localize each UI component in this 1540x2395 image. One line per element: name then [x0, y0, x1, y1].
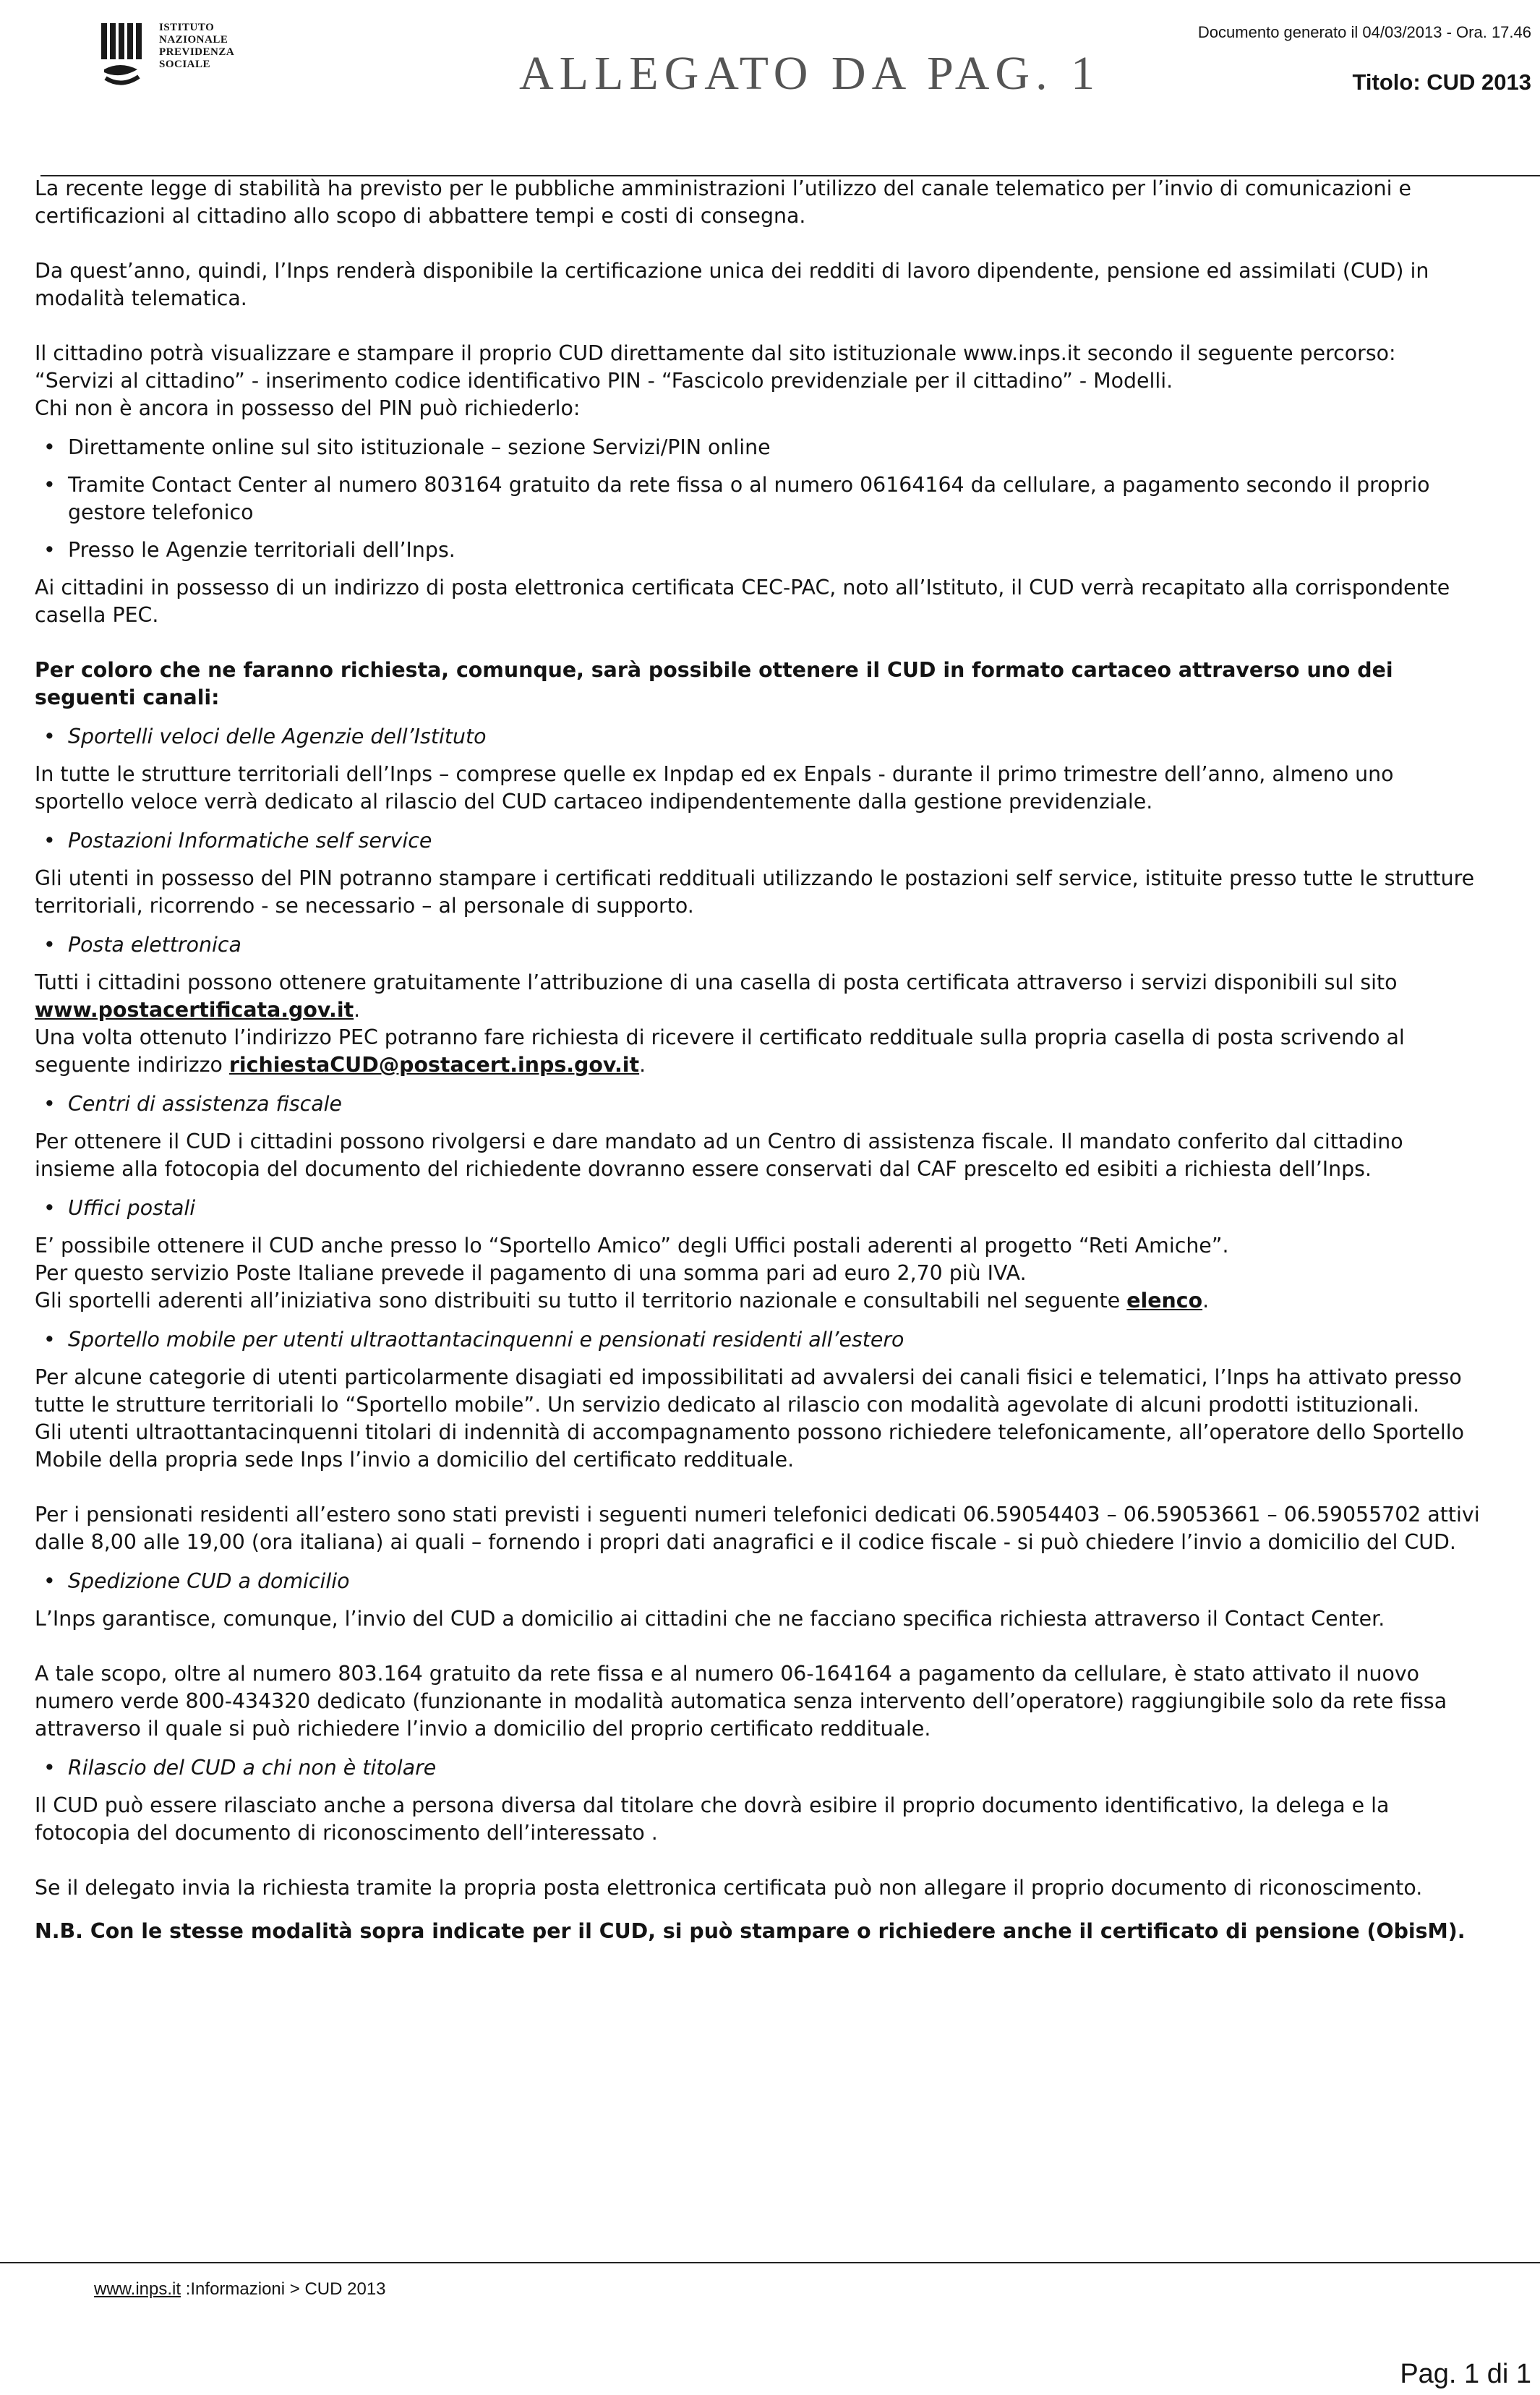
elenco-link[interactable]: elenco	[1126, 1289, 1203, 1312]
paragraph-pec: Ai cittadini in possesso di un indirizzo di posta elettronica certificata CEC-PAC, noto all’Istituto, il CUD verrà recapitato alla corrispondente casella PEC.	[35, 576, 1450, 627]
channel-text	[35, 1287, 1481, 1315]
channel-title: • Rilascio del CUD a chi non è titolare	[35, 1754, 1481, 1782]
document-title: Titolo: CUD 2013	[1352, 69, 1531, 95]
paragraph-telematic: Da quest’anno, quindi, l’Inps renderà disponibile la certificazione unica dei redditi di lavoro dipendente, pensione ed assimilati (CUD) in modalità telematica.	[35, 259, 1429, 310]
channel-text: Per ottenere il CUD i cittadini possono rivolgersi e dare mandato ad un Centro di assistenza fiscale. Il mandato conferito dal cittadino insieme alla fotocopia del documento del richiedente dovranno essere conservati dal CAF prescelto ed esibiti a richiesta dell’Inps.	[35, 1130, 1403, 1181]
channel-text: E’ possibile ottenere il CUD anche presso lo “Sportello Amico” degli Uffici postali aderenti al progetto “Reti Amiche”.	[35, 1234, 1229, 1258]
text-segment: .	[639, 1053, 646, 1077]
channel-title: • Posta elettronica	[35, 931, 1481, 959]
channel-text: Per alcune categorie di utenti particolarmente disagiati ed impossibilitati ad avvalersi dei canali fisici e telematici, l’Inps ha attivato presso tutte le strutture territoriali lo “Sportello mobile”. Un servizio dedicato al rilascio con modalità agevolate di alcuni prodotti istituzionali.	[35, 1365, 1462, 1417]
text-segment: Una volta ottenuto l’indirizzo PEC potranno fare richiesta di ricevere il certificato reddituale sulla propria casella di posta scrivendo al seguente indirizzo	[35, 1025, 1405, 1077]
channel-title: • Centri di assistenza fiscale	[35, 1090, 1481, 1118]
inps-site-link[interactable]: www.inps.it	[94, 2279, 181, 2299]
richiesta-cud-email-link[interactable]: richiestaCUD@postacert.inps.gov.it	[228, 1053, 640, 1077]
nota-bene: N.B. Con le stesse modalità sopra indicate per il CUD, si può stampare o richiedere anche il certificato di pensione (ObisM).	[35, 1919, 1466, 1943]
channel-title: • Uffici postali	[35, 1195, 1481, 1222]
pin-list-item: • Presso le Agenzie territoriali dell’Inps.	[35, 537, 1481, 564]
channel-text: Per i pensionati residenti all’estero sono stati previsti i seguenti numeri telefonici dedicati 06.59054403 – 06.59053661 – 06.59055702 attivi dalle 8,00 alle 19,00 (ora italiana) ai quali – fornendo i propri dati anagrafici e il codice fiscale - si può chiedere l’invio a domicilio del CUD.	[35, 1503, 1480, 1554]
channel-text: In tutte le strutture territoriali dell’Inps – comprese quelle ex Inpdap ed ex Enpals - durante il primo trimestre dell’anno, almeno uno sportello veloce verrà dedicato al rilascio del CUD cartaceo indipendentemente dalla gestione previdenziale.	[35, 762, 1394, 814]
document-body	[35, 175, 1481, 1973]
footer-path: :Informazioni > CUD 2013	[181, 2279, 386, 2299]
channel-text: A tale scopo, oltre al numero 803.164 gratuito da rete fissa e al numero 06-164164 a pagamento da cellulare, è stato attivato il nuovo numero verde 800-434320 dedicato (funzionante in modalità automatica senza intervento dell’operatore) raggiungibile solo da rete fissa attraverso il quale si può richiedere l’invio a domicilio del proprio certificato reddituale.	[35, 1662, 1447, 1741]
logo-line: NAZIONALE	[159, 34, 228, 46]
text-segment: .	[1202, 1289, 1210, 1312]
paragraph-pin: Chi non è ancora in possesso del PIN può richiederlo:	[35, 396, 581, 420]
logo-line: SOCIALE	[159, 59, 211, 70]
page-number: Pag. 1 di 1	[1400, 2359, 1531, 2389]
channel-text: Per questo servizio Poste Italiane prevede il pagamento di una somma pari ad euro 2,70 più IVA.	[35, 1261, 1027, 1285]
channel-text: Gli utenti ultraottantacinquenni titolari di indennità di accompagnamento possono richiedere telefonicamente, all’operatore dello Sportello Mobile della propria sede Inps l’invio a domicilio del certificato reddituale.	[35, 1420, 1465, 1472]
channel-text: Gli utenti in possesso del PIN potranno stampare i certificati reddituali utilizzando le postazioni self service, istituite presso tutte le strutture territoriali, ricorrendo - se necessario – al personale di supporto.	[35, 866, 1475, 918]
channels-intro: Per coloro che ne faranno richiesta, comunque, sarà possibile ottenere il CUD in formato cartaceo attraverso uno dei seguenti canali:	[35, 658, 1393, 709]
text-segment: Tutti i cittadini possono ottenere gratuitamente l’attribuzione di una casella di posta certificata attraverso i servizi disponibili sul sito	[35, 970, 1398, 994]
logo-line: PREVIDENZA	[159, 46, 235, 58]
footer-divider	[0, 2262, 1540, 2263]
text-segment: Gli sportelli aderenti all’iniziativa sono distribuiti su tutto il territorio nazionale e consultabili nel seguente	[35, 1289, 1127, 1312]
channel-text: Il CUD può essere rilasciato anche a persona diversa dal titolare che dovrà esibire il proprio documento identificativo, la delega e la fotocopia del documento di riconoscimento dell’interessato .	[35, 1793, 1390, 1845]
paragraph-intro: La recente legge di stabilità ha previsto per le pubbliche amministrazioni l’utilizzo del canale telematico per l’invio di comunicazioni e certificazioni al cittadino allo scopo di abbattere tempi e costi di consegna.	[35, 176, 1411, 228]
attachment-stamp: ALLEGATO DA PAG. 1	[519, 47, 1101, 100]
footer-breadcrumb	[94, 2279, 386, 2300]
pin-list-item: • Tramite Contact Center al numero 803164 gratuito da rete fissa o al numero 06164164 da cellulare, a pagamento secondo il proprio gestore telefonico	[35, 471, 1481, 526]
channel-text: Se il delegato invia la richiesta tramite la propria posta elettronica certificata può non allegare il proprio documento di riconoscimento.	[35, 1876, 1423, 1900]
logo-line: ISTITUTO	[159, 22, 215, 33]
channel-text: L’Inps garantisce, comunque, l’invio del CUD a domicilio ai cittadini che ne facciano specifica richiesta attraverso il Contact Center.	[35, 1607, 1385, 1631]
logo-wordmark	[159, 22, 234, 71]
channel-title: • Sportello mobile per utenti ultraottantacinquenni e pensionati residenti all’estero	[35, 1326, 1481, 1354]
generation-timestamp: Documento generato il 04/03/2013 - Ora. 17.46	[1197, 23, 1531, 41]
channel-title: • Spedizione CUD a domicilio	[35, 1568, 1481, 1595]
channel-text	[35, 1024, 1481, 1079]
paragraph-path: Il cittadino potrà visualizzare e stampare il proprio CUD direttamente dal sito istituzionale www.inps.it secondo il seguente percorso: “Servizi al cittadino” - inserimento codice identificativo PIN - “Fascicolo previdenziale per il cittadino” - Modelli.	[35, 341, 1396, 393]
postacertificata-link[interactable]: www.postacertificata.gov.it	[35, 998, 354, 1022]
channel-text	[35, 969, 1481, 1024]
pin-list-item: • Direttamente online sul sito istituzionale – sezione Servizi/PIN online	[35, 434, 1481, 461]
inps-emblem-icon	[91, 19, 156, 91]
channel-title: • Postazioni Informatiche self service	[35, 827, 1481, 855]
channel-title: • Sportelli veloci delle Agenzie dell’Istituto	[35, 723, 1481, 751]
text-segment: .	[354, 998, 361, 1022]
